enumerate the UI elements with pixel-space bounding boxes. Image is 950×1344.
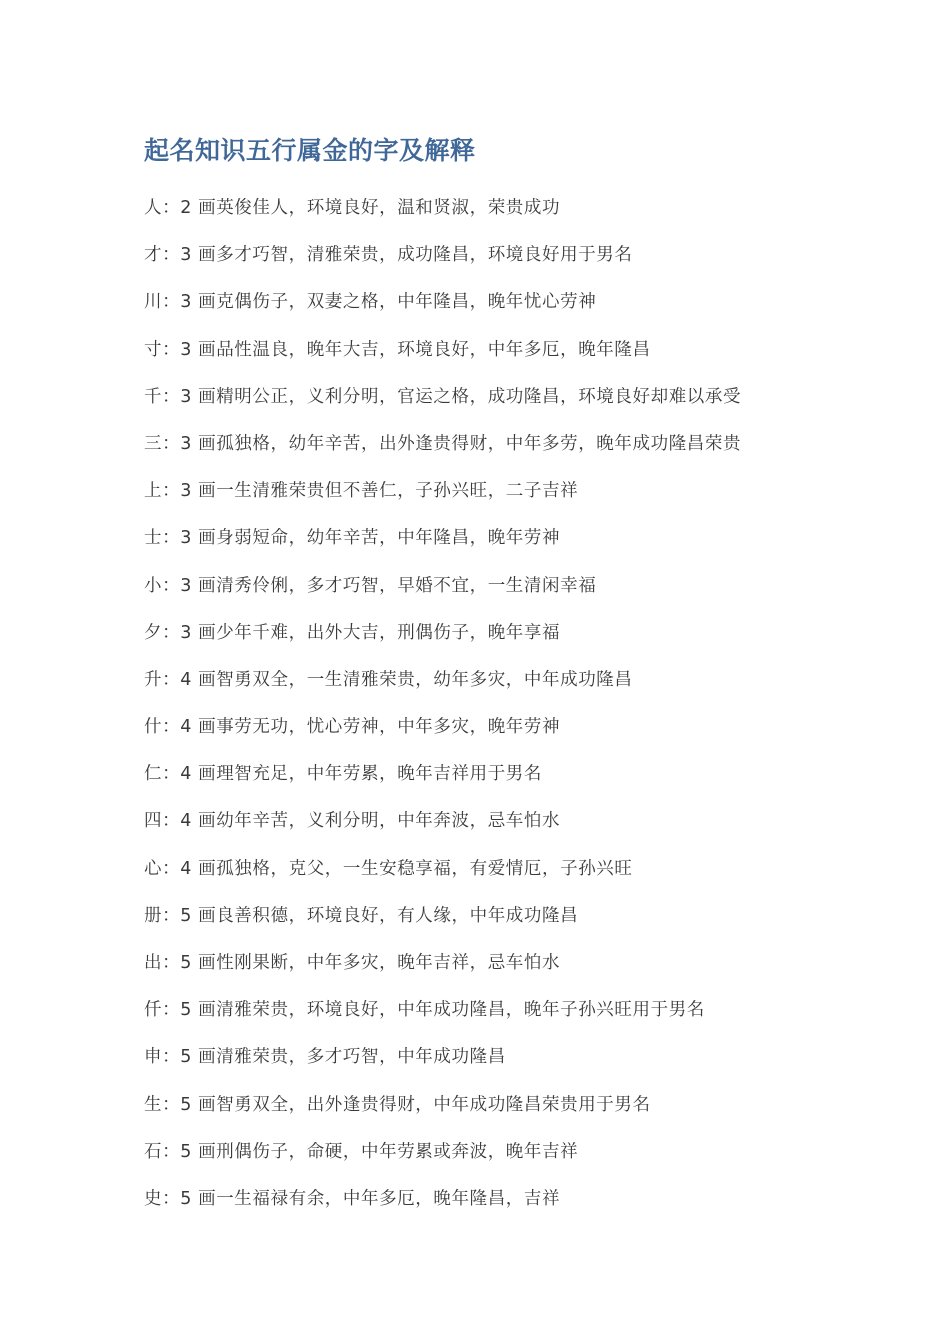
entry-item: 四：4 画幼年辛苦，义利分明，中年奔波，忌车怕水	[144, 811, 561, 832]
entry-item: 史：5 画一生福禄有余，中年多厄，晚年隆昌，吉祥	[144, 1188, 561, 1209]
entry-item: 心：4 画孤独格，克父，一生安稳享福，有爱情厄，子孙兴旺	[144, 858, 633, 879]
entry-item: 上：3 画一生清雅荣贵但不善仁，子孙兴旺，二子吉祥	[144, 481, 579, 502]
entry-item: 石：5 画刑偶伤子，命硬，中年劳累或奔波，晚年吉祥	[144, 1141, 579, 1162]
entry-item: 小：3 画清秀伶俐，多才巧智，早婚不宜，一生清闲幸福	[144, 575, 597, 596]
entry-item: 夕：3 画少年千难，出外大吉，刑偶伤子，晚年享福	[144, 622, 561, 643]
entry-item: 人：2 画英俊佳人，环境良好，温和贤淑，荣贵成功	[144, 198, 561, 218]
document-title: 起名知识五行属金的字及解释	[144, 136, 476, 165]
entry-item: 才：3 画多才巧智，清雅荣贵，成功隆昌，环境良好用于男名	[144, 245, 633, 266]
entry-item: 生：5 画智勇双全，出外逢贵得财，中年成功隆昌荣贵用于男名	[144, 1094, 651, 1115]
entry-item: 什：4 画事劳无功，忧心劳神，中年多灾，晚年劳神	[144, 717, 561, 738]
entry-item: 仟：5 画清雅荣贵，环境良好，中年成功隆昌，晚年子孙兴旺用于男名	[144, 1000, 705, 1021]
entry-item: 出：5 画性刚果断，中年多灾，晚年吉祥，忌车怕水	[144, 953, 561, 973]
entry-list	[144, 194, 741, 1232]
entry-item: 三：3 画孤独格，幼年辛苦，出外逢贵得财，中年多劳，晚年成功隆昌荣贵	[144, 433, 742, 454]
entry-item: 寸：3 画品性温良，晚年大吉，环境良好，中年多厄，晚年隆昌	[144, 339, 651, 360]
entry-item: 升：4 画智勇双全，一生清雅荣贵，幼年多灾，中年成功隆昌	[144, 669, 633, 690]
entry-item: 申：5 画清雅荣贵，多才巧智，中年成功隆昌	[144, 1047, 506, 1068]
entry-item: 士：3 画身弱短命，幼年辛苦，中年隆昌，晚年劳神	[144, 528, 561, 549]
entry-item: 千：3 画精明公正，义利分明，官运之格，成功隆昌，环境良好却难以承受	[144, 386, 742, 407]
entry-item: 仁：4 画理智充足，中年劳累，晚年吉祥用于男名	[144, 764, 542, 785]
entry-item: 川：3 画克偶伤子，双妻之格，中年隆昌，晚年忧心劳神	[144, 292, 597, 313]
entry-item: 册：5 画良善积德，环境良好，有人缘，中年成功隆昌	[144, 905, 579, 926]
